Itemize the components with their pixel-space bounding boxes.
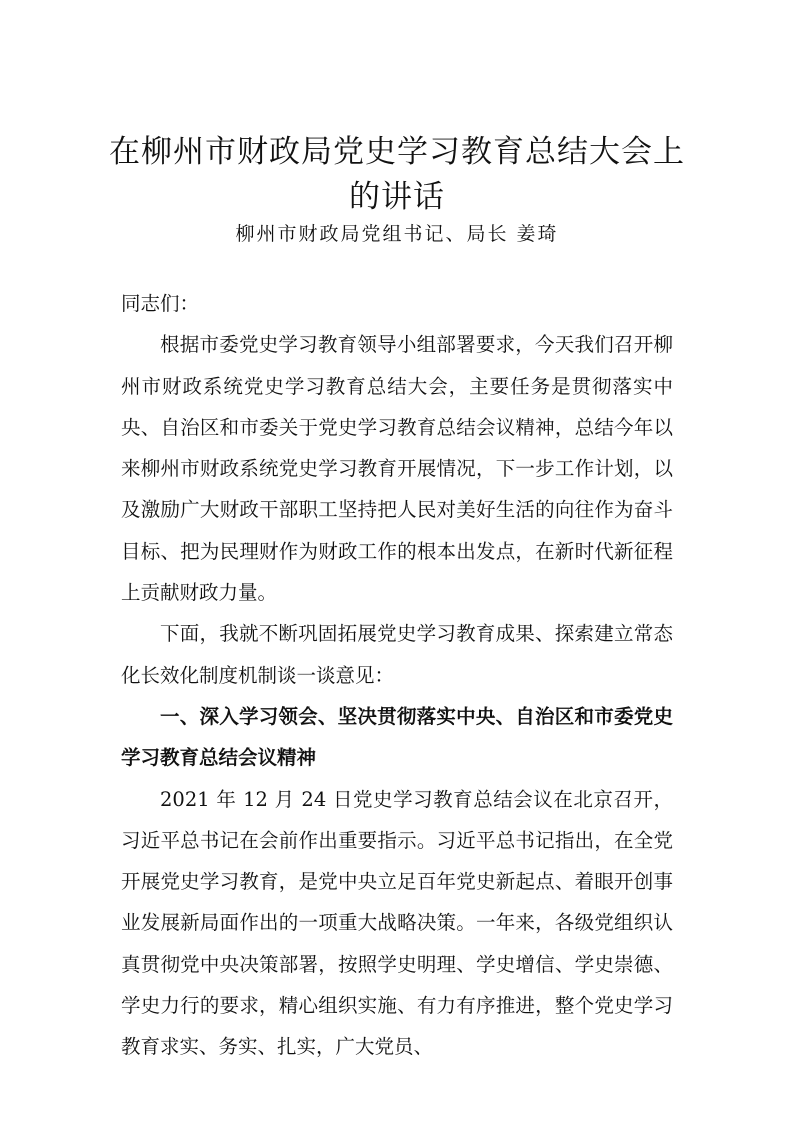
document-body bbox=[121, 283, 673, 1068]
paragraph-1: 根据市委党史学习教育领导小组部署要求，今天我们召开柳州市财政系统党史学习教育总结大会，主要任务是贯彻落实中央、自治区和市委关于党史学习教育总结会议精神，总结今年以来柳州市财政系统党史学习教育开展情况，下一步工作计划，以及激励广大财政干部职工坚持把人民对美好生活的向往作为奋斗目标、把为民理财作为财政工作的根本出发点，在新时代新征程上贡献财政力量。 bbox=[121, 333, 673, 605]
section-heading-1: 一、深入学习领会、坚决贯彻落实中央、自治区和市委党史学习教育总结会议精神 bbox=[121, 704, 673, 770]
title-line-2: 的讲话 bbox=[349, 179, 445, 215]
salutation: 同志们： bbox=[121, 292, 200, 315]
title-line-1: 在柳州市财政局党史学习教育总结大会上 bbox=[109, 134, 685, 170]
document-title bbox=[100, 130, 694, 220]
author-subtitle: 柳州市财政局党组书记、局长 姜琦 bbox=[235, 223, 559, 245]
paragraph-2: 下面，我就不断巩固拓展党史学习教育成果、探索建立常态化长效化制度机制谈一谈意见： bbox=[121, 622, 673, 687]
paragraph-3: 2021 年 12 月 24 日党史学习教育总结会议在北京召开，习近平总书记在会前作出重要指示。习近平总书记指出，在全党开展党史学习教育，是党中央立足百年党史新起点、着眼开创事业发展新局面作出的一项重大战略决策。一年来，各级党组织认真贯彻党中央决策部署，按照学史明理、学史增信、学史崇德、学史力行的要求，精心组织实施、有力有序推进，整个党史学习教育求实、务实、扎实，广大党员、 bbox=[121, 787, 673, 1059]
